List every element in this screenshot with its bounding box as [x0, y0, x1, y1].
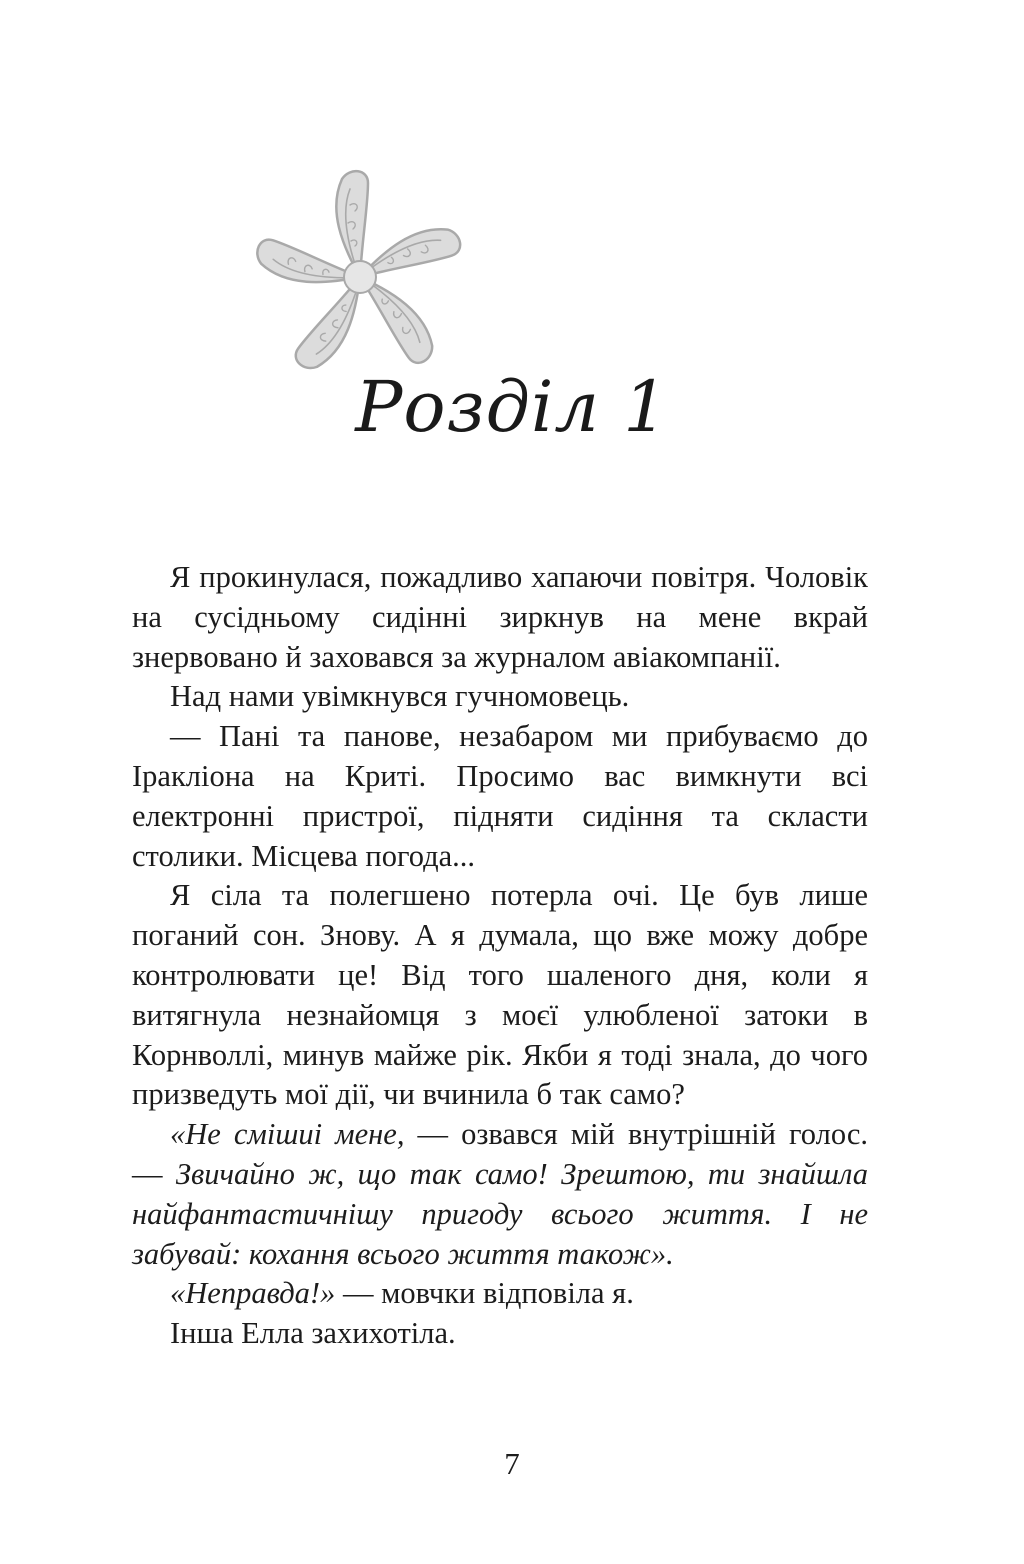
- chapter-title: Розділ 1: [355, 366, 669, 448]
- page-number: 7: [504, 1446, 520, 1481]
- paragraph: Над нами увімкнувся гучномовець.: [170, 679, 630, 714]
- narration: — мовчки відповіла я.: [335, 1276, 634, 1311]
- reply-quote: «Неправда!»: [170, 1276, 336, 1311]
- starfish-icon: [250, 165, 470, 385]
- inner-voice-quote: «Не смішиi мене,: [170, 1117, 405, 1152]
- paragraph: Я прокинулася, пожадливо хапаючи повітря. Чоловік на сусідньому сидінні зиркнув на мене вкрай знервовано й заховався за журналом авіакомпанії.: [132, 560, 868, 674]
- chapter-body: [132, 558, 868, 1354]
- inner-voice-paragraph: [132, 1115, 868, 1274]
- paragraph: Я сіла та полегшено потерла очі. Це був лише поганий сон. Знову. А я думала, що вже можу добре контролювати це! Від того шаленого дня, коли я витягнула незнайомця з моєї улюбленої затоки в Корнволлі, минув майже рік. Якби я тоді знала, до чого призведуть мої дії, чи вчинила б так само?: [132, 878, 868, 1112]
- inner-voice-quote: Звичайно ж, що так само! Зрештою, ти знайшла найфантастичнішу пригоду всього життя. І не забувай: кохання всього життя також».: [132, 1156, 868, 1271]
- reply-paragraph: [132, 1274, 868, 1314]
- narration: — озвався мій внутрішній голос. —: [132, 1117, 868, 1191]
- closing-line: Інша Елла захихотіла.: [170, 1316, 456, 1351]
- paragraph: — Пані та панове, незабаром ми прибуваємо до Іракліона на Криті. Просимо вас вимкнути всі електронні пристрої, підняти сидіння та скласти столики. Місцева погода...: [132, 719, 868, 873]
